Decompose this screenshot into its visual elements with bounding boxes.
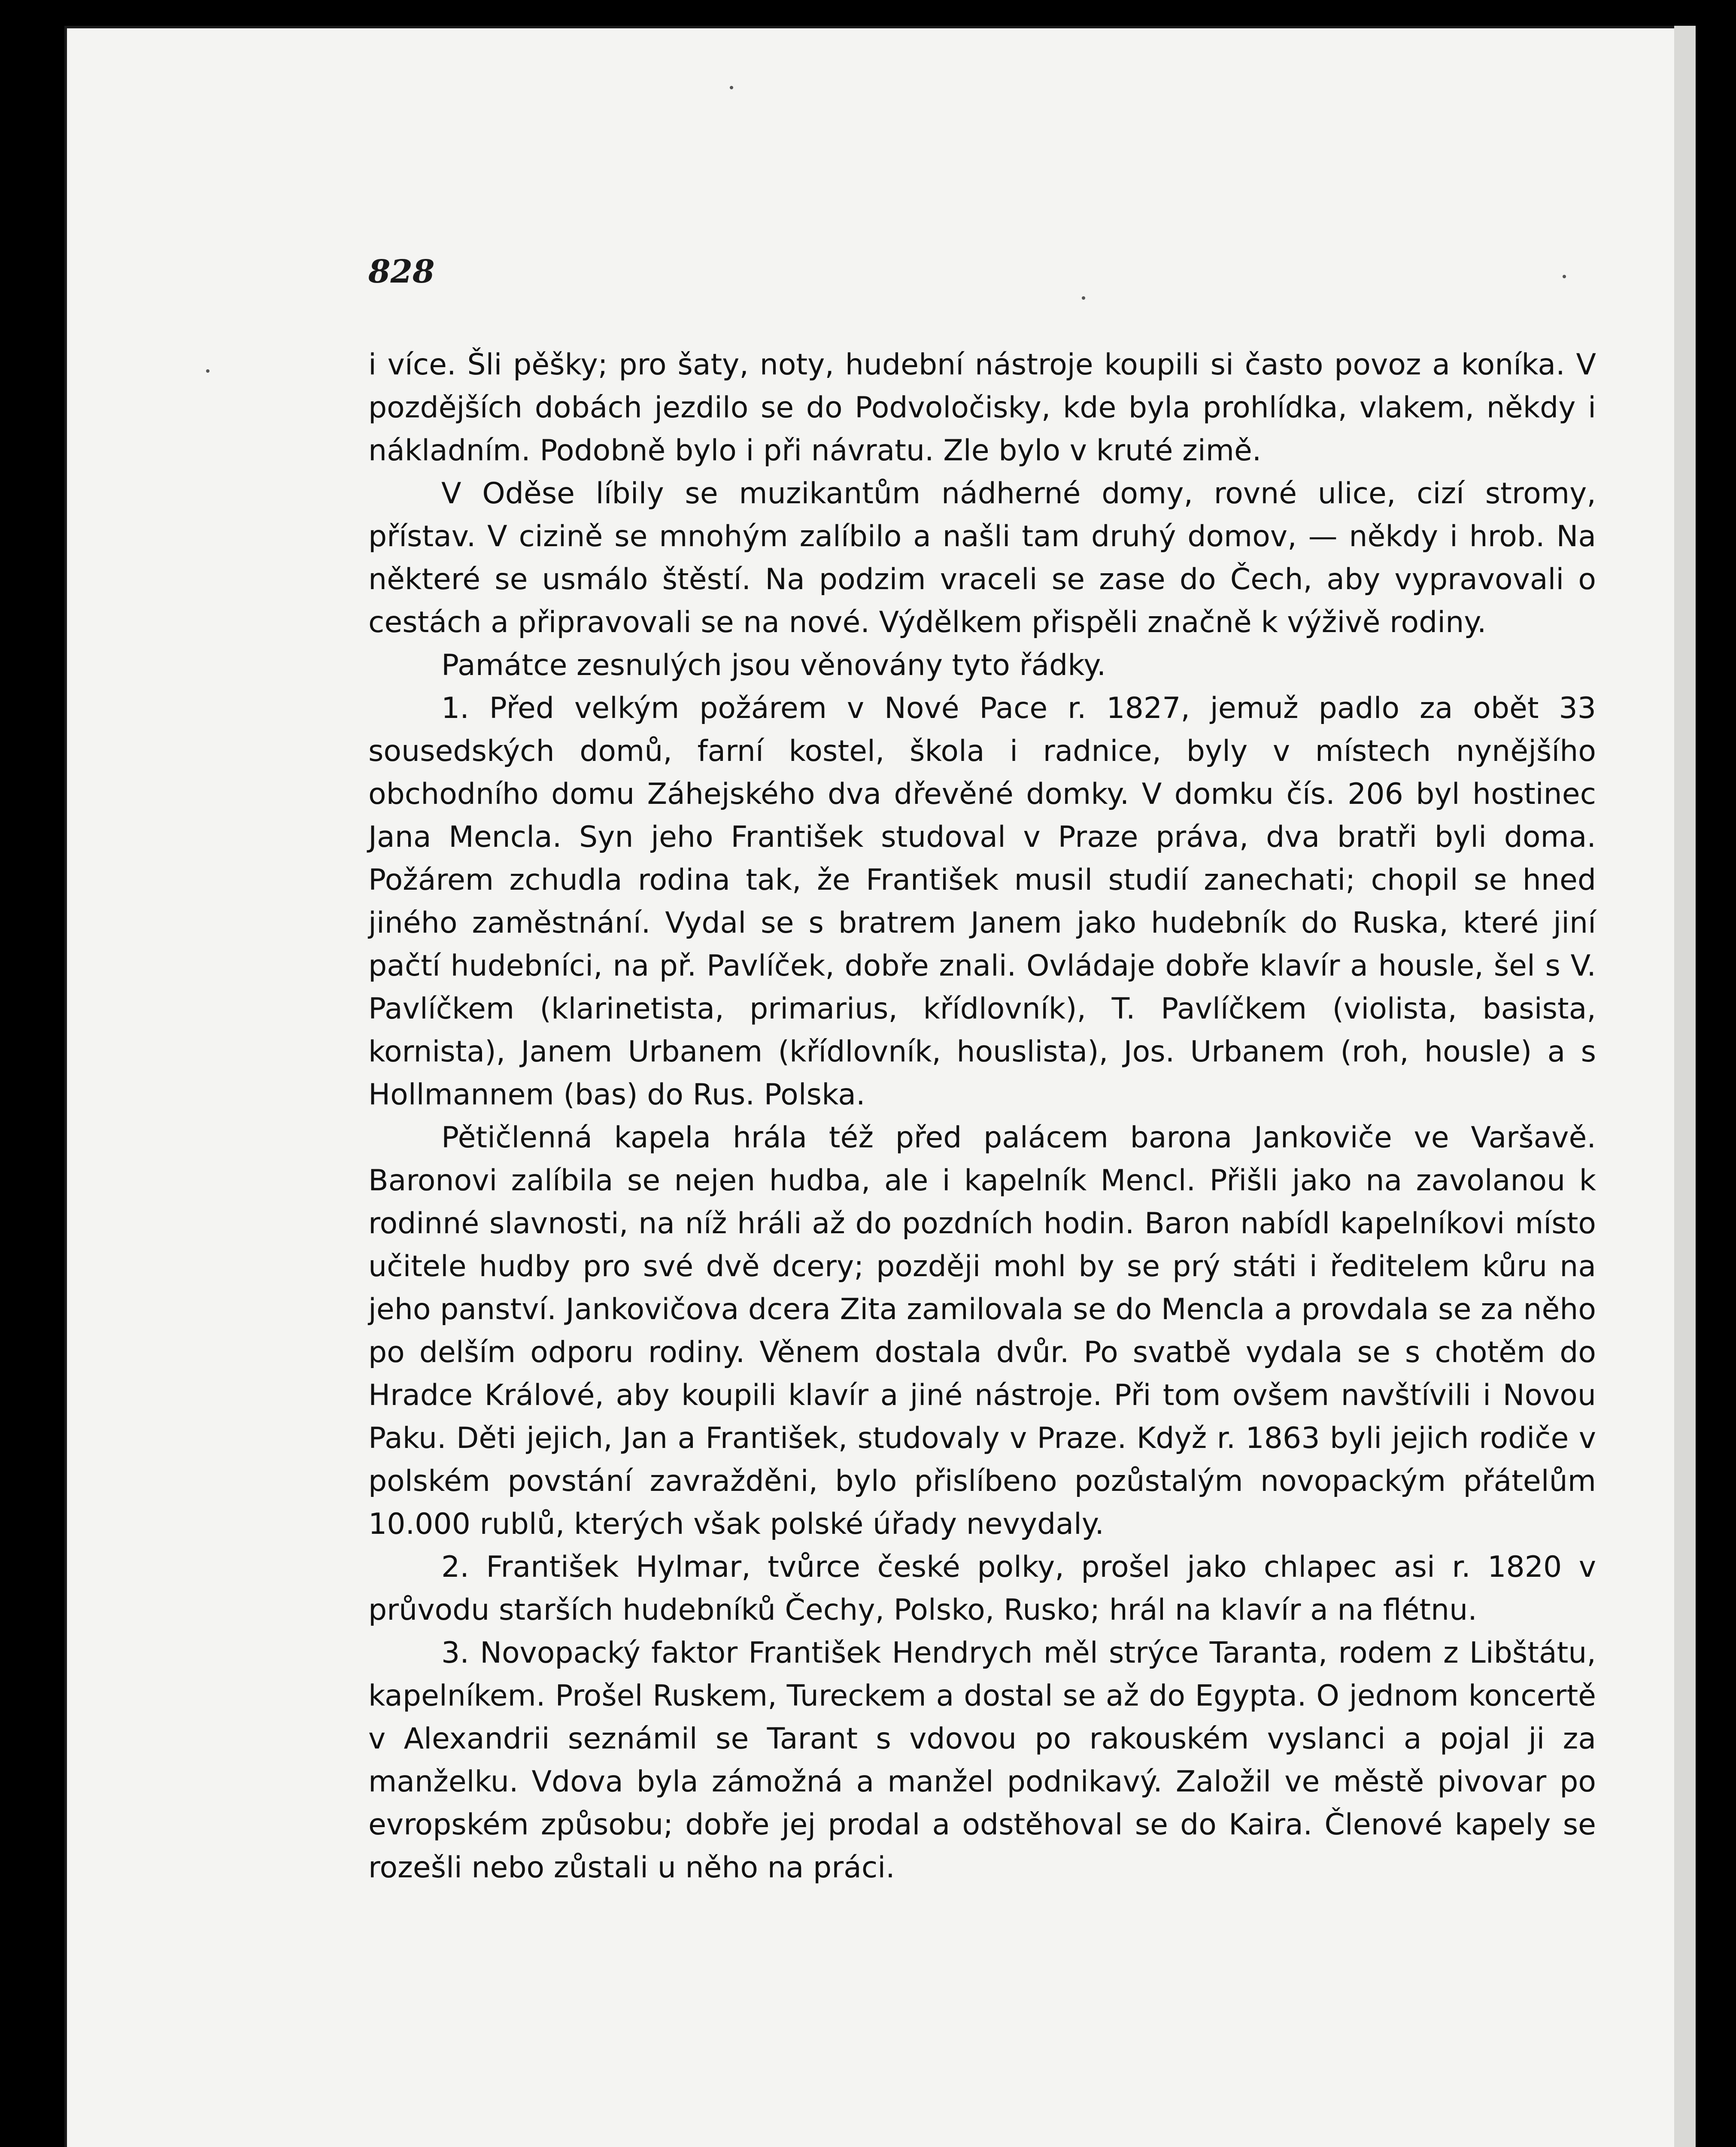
page-edge-shadow (1674, 26, 1696, 2147)
dust-speck (206, 369, 209, 373)
paragraph-item-1: 1. Před velkým požárem v Nové Pace r. 1827, jemuž padlo za obět 33 sousedských domů, farní kostel, škola i radnice, byly v místech nynějšího obchodního domu Záhejského dva dřevěné domky. V domku čís. 206 byl hostinec Jana Mencla. Syn jeho František studoval v Praze práva, dva bratři byli doma. Požárem zchudla rodina tak, že František musil studií zanechati; chopil se hned jiného zaměstnání. Vydal se s bratrem Janem jako hudebník do Ruska, které jiní pačtí hudebníci, na př. Pavlíček, dobře znali. Ovládaje dobře klavír a housle, šel s V. Pavlíčkem (klarinetista, primarius, křídlovník), T. Pavlíčkem (violista, basista, kornista), Janem Urbanem (křídlovník, houslista), Jos. Urbanem (roh, housle) a s Hollmannem (bas) do Rus. Polska. (368, 691, 1596, 1112)
paragraph-continuation: i více. Šli pěšky; pro šaty, noty, hudební nástroje koupili si často povoz a koníka. V pozdějších dobách jezdilo se do Podvoločisky, kde byla prohlídka, vlakem, někdy i nákladním. Podobně bylo i při návratu. Zle bylo v kruté zimě. (368, 348, 1596, 468)
paragraph-item-3: 3. Novopacký faktor František Hendrych měl strýce Taranta, rodem z Libštátu, kapelníkem. Prošel Ruskem, Tureckem a dostal se až do Egypta. O jednom koncertě v Alexandrii seznámil se Tarant s vdovou po rakouském vyslanci a pojal ji za manželku. Vdova byla zámožná a manžel podnikavý. Založil ve městě pivovar po evropském způsobu; dobře jej prodal a odstěhoval se do Kaira. Členové kapely se rozešli nebo zůstali u něho na práci. (368, 1636, 1596, 1885)
body-text (368, 344, 1596, 1889)
dust-speck (1563, 275, 1566, 278)
paragraph-dedication: Památce zesnulých jsou věnovány tyto řádky. (441, 648, 1106, 682)
dust-speck (1082, 296, 1085, 300)
paragraph-kapela: Pětičlenná kapela hrála též před palácem barona Jankoviče ve Varšavě. Baronovi zalíbila se nejen hudba, ale i kapelník Mencl. Přišli jako na zavolanou k rodinné slavnosti, na níž hráli až do pozdních hodin. Baron nabídl kapelníkovi místo učitele hudby pro své dvě dcery; později mohl by se prý státi i ředitelem kůru na jeho panství. Jankovičova dcera Zita zamilovala se do Mencla a provdala se za něho po delším odporu rodiny. Věnem dostala dvůr. Po svatbě vydala se s chotěm do Hradce Králové, aby koupili klavír a jiné nástroje. Při tom ovšem navštívili i Novou Paku. Děti jejich, Jan a František, studovaly v Praze. Když r. 1863 byli jejich rodiče v polském povstání zavražděni, bylo přislíbeno pozůstalým novopackým přátelům 10.000 rublů, kterých však polské úřady nevydaly. (368, 1121, 1596, 1541)
paragraph-odessa: V Oděse líbily se muzikantům nádherné domy, rovné ulice, cizí stromy, přístav. V cizině se mnohým zalíbilo a našli tam druhý domov, — někdy i hrob. Na některé se usmálo štěstí. Na podzim vraceli se zase do Čech, aby vypravovali o cestách a připravovali se na nové. Výdělkem přispěli značně k výživě rodiny. (368, 477, 1596, 639)
page-number: 828 (368, 253, 435, 290)
dust-speck (730, 86, 733, 89)
paragraph-item-2: 2. František Hylmar, tvůrce české polky, prošel jako chlapec asi r. 1820 v průvodu starších hudebníků Čechy, Polsko, Rusko; hrál na klavír a na flétnu. (368, 1550, 1596, 1627)
